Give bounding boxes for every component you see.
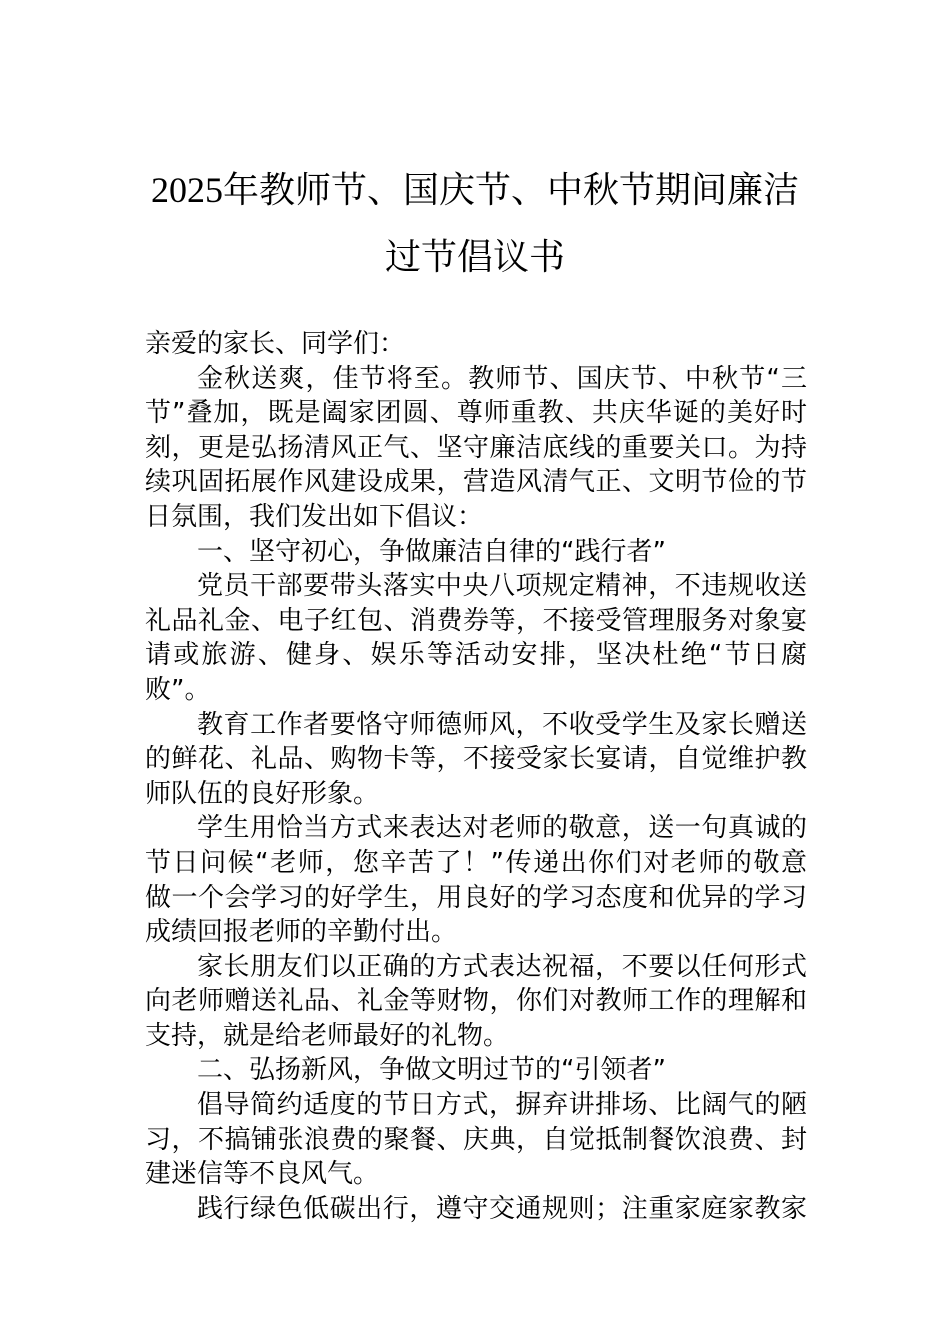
document-body — [145, 327, 807, 1226]
text-line: 教育工作者要恪守师德师风，不收受学生及家长赠送 — [197, 709, 807, 740]
paragraph — [145, 569, 807, 707]
salutation — [145, 327, 807, 362]
text-line: 支持，就是给老师最好的礼物。 — [145, 1020, 510, 1051]
paragraph — [145, 950, 807, 1054]
text-line: 败”。 — [145, 674, 211, 705]
document-title-line-2: 过节倡议书 — [384, 237, 565, 277]
text-line: 成绩回报老师的辛勤付出。 — [145, 917, 458, 948]
text-line: 的鲜花、礼品、购物卡等，不接受家长宴请，自觉维护教 — [145, 744, 807, 775]
text-line: 倡导简约适度的节日方式，摒弃讲排场、比阔气的陋 — [197, 1090, 807, 1121]
text-line: 学生用恰当方式来表达对老师的敬意，送一句真诚的 — [197, 813, 807, 844]
text-line: 刻，更是弘扬清风正气、坚守廉洁底线的重要关口。为持 — [145, 432, 807, 463]
text-line: 做一个会学习的好学生，用良好的学习态度和优异的学习 — [145, 882, 807, 913]
document-title-line-1: 2025年教师节、国庆节、中秋节期间廉洁 — [150, 170, 799, 210]
text-line: 向老师赠送礼品、礼金等财物，你们对教师工作的理解和 — [145, 986, 807, 1017]
paragraph — [145, 1088, 807, 1192]
text-line: 礼品礼金、电子红包、消费券等，不接受管理服务对象宴 — [145, 605, 807, 636]
text-line: 践行绿色低碳出行，遵守交通规则；注重家庭家教家 — [197, 1193, 807, 1224]
paragraph — [145, 1192, 807, 1227]
text-line: 党员干部要带头落实中央八项规定精神，不违规收送 — [197, 571, 807, 602]
text-line: 亲爱的家长、同学们： — [145, 329, 406, 359]
paragraph — [145, 811, 807, 949]
text-line: 节”叠加，既是阖家团圆、尊师重教、共庆华诞的美好时 — [145, 398, 807, 429]
paragraph — [145, 708, 807, 812]
paragraph — [145, 535, 807, 570]
text-line: 请或旅游、健身、娱乐等活动安排，坚决杜绝“节日腐 — [145, 640, 807, 671]
text-line: 家长朋友们以正确的方式表达祝福，不要以任何形式 — [197, 951, 807, 982]
text-line: 建迷信等不良风气。 — [145, 1159, 380, 1190]
text-line: 二、弘扬新风，争做文明过节的“引领者” — [197, 1055, 666, 1086]
text-line: 金秋送爽，佳节将至。教师节、国庆节、中秋节“三 — [197, 363, 807, 394]
text-line: 节日问候“老师，您辛苦了！”传递出你们对老师的敬意 — [145, 847, 807, 878]
text-line: 日氛围，我们发出如下倡议： — [145, 501, 484, 532]
text-line: 续巩固拓展作风建设成果，营造风清气正、文明节俭的节 — [145, 467, 807, 498]
text-line: 习，不搞铺张浪费的聚餐、庆典，自觉抵制餐饮浪费、封 — [145, 1124, 807, 1155]
text-line: 师队伍的良好形象。 — [145, 778, 380, 809]
text-line: 一、坚守初心，争做廉洁自律的“践行者” — [197, 536, 666, 567]
paragraph — [145, 1053, 807, 1088]
paragraph — [145, 362, 807, 535]
